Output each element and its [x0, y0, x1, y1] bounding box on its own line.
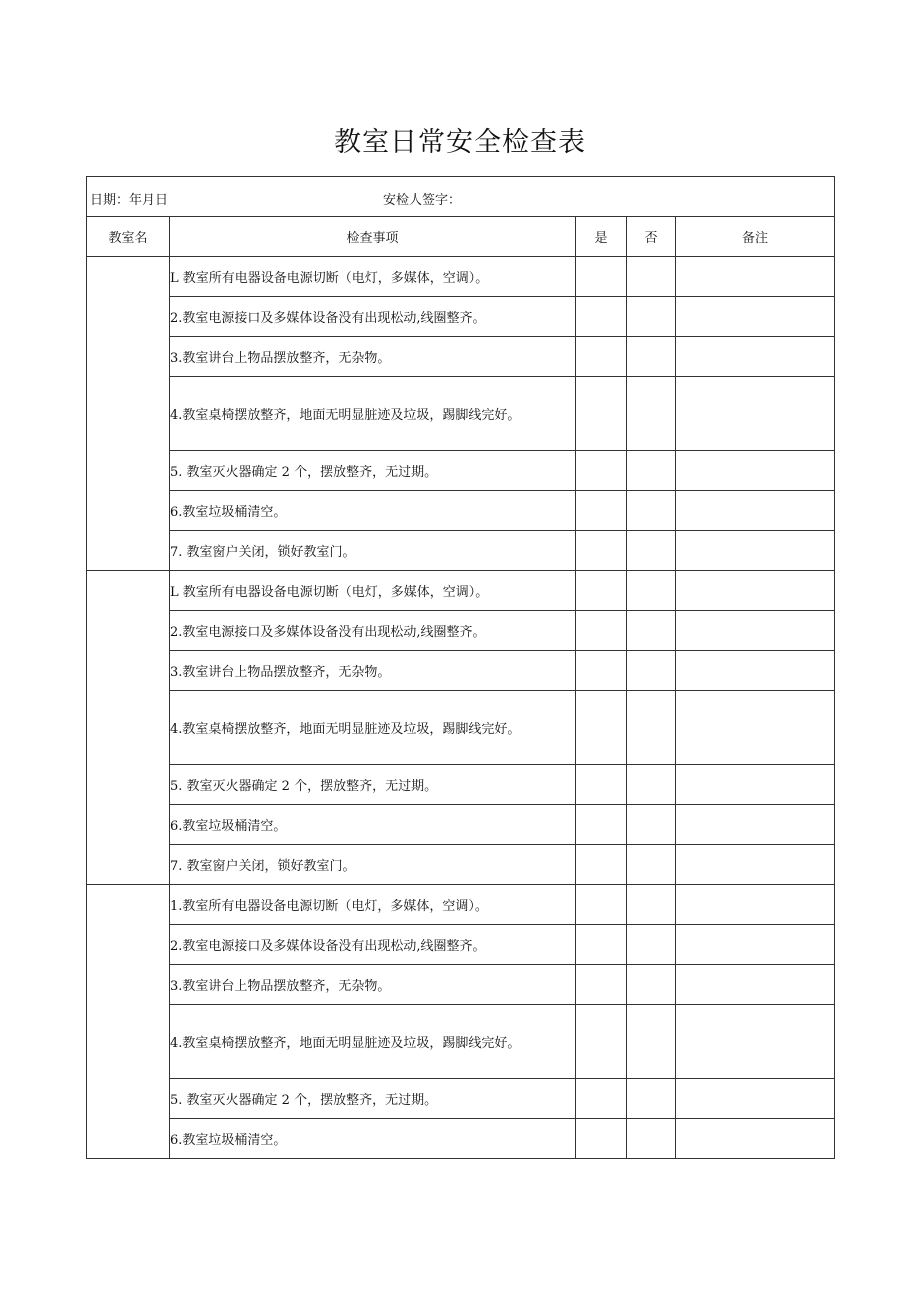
yes-checkbox-cell[interactable] — [576, 451, 627, 491]
table-row — [87, 965, 835, 1005]
header-yes: 是 — [576, 217, 627, 257]
room-name-cell[interactable] — [87, 257, 170, 571]
check-item-text: L 教室所有电器设备电源切断（电灯，多媒体，空调）。 — [170, 257, 576, 297]
notes-cell[interactable] — [676, 297, 835, 337]
check-item-text: L 教室所有电器设备电源切断（电灯，多媒体，空调）。 — [170, 571, 576, 611]
inspector-signature-label: 安检人签字： — [383, 193, 462, 208]
table-row — [87, 691, 835, 765]
no-checkbox-cell[interactable] — [627, 845, 676, 885]
notes-cell[interactable] — [676, 451, 835, 491]
yes-checkbox-cell[interactable] — [576, 1079, 627, 1119]
yes-checkbox-cell[interactable] — [576, 691, 627, 765]
info-cell — [87, 177, 835, 217]
table-row — [87, 571, 835, 611]
yes-checkbox-cell[interactable] — [576, 651, 627, 691]
check-item-text: 2.教室电源接口及多媒体设备没有出现松动,线圈整齐。 — [170, 297, 576, 337]
notes-cell[interactable] — [676, 845, 835, 885]
notes-cell[interactable] — [676, 691, 835, 765]
notes-cell[interactable] — [676, 1119, 835, 1159]
room-name-cell[interactable] — [87, 571, 170, 885]
table-row — [87, 297, 835, 337]
yes-checkbox-cell[interactable] — [576, 845, 627, 885]
table-row — [87, 1079, 835, 1119]
table-row — [87, 765, 835, 805]
yes-checkbox-cell[interactable] — [576, 1119, 627, 1159]
table-row — [87, 1005, 835, 1079]
notes-cell[interactable] — [676, 257, 835, 297]
check-item-text: 2.教室电源接口及多媒体设备没有出现松动,线圈整齐。 — [170, 925, 576, 965]
no-checkbox-cell[interactable] — [627, 805, 676, 845]
yes-checkbox-cell[interactable] — [576, 805, 627, 845]
table-row — [87, 845, 835, 885]
notes-cell[interactable] — [676, 377, 835, 451]
table-row — [87, 885, 835, 925]
check-item-text: 6.教室垃圾桶清空。 — [170, 491, 576, 531]
no-checkbox-cell[interactable] — [627, 1119, 676, 1159]
no-checkbox-cell[interactable] — [627, 691, 676, 765]
yes-checkbox-cell[interactable] — [576, 531, 627, 571]
notes-cell[interactable] — [676, 1005, 835, 1079]
page-title: 教室日常安全检查表 — [334, 127, 586, 158]
table-row — [87, 925, 835, 965]
table-row — [87, 451, 835, 491]
table-row — [87, 805, 835, 845]
check-item-text: 3.教室讲台上物品摆放整齐，无杂物。 — [170, 337, 576, 377]
no-checkbox-cell[interactable] — [627, 1079, 676, 1119]
no-checkbox-cell[interactable] — [627, 297, 676, 337]
check-item-text: 5. 教室灭火器确定 2 个，摆放整齐，无过期。 — [170, 765, 576, 805]
check-item-text: 4.教室桌椅摆放整齐，地面无明显脏迹及垃圾，踢脚线完好。 — [170, 691, 576, 765]
yes-checkbox-cell[interactable] — [576, 337, 627, 377]
no-checkbox-cell[interactable] — [627, 451, 676, 491]
table-row — [87, 651, 835, 691]
notes-cell[interactable] — [676, 885, 835, 925]
yes-checkbox-cell[interactable] — [576, 925, 627, 965]
notes-cell[interactable] — [676, 965, 835, 1005]
table-row — [87, 257, 835, 297]
check-item-text: 6.教室垃圾桶清空。 — [170, 1119, 576, 1159]
header-room-name: 教室名 — [87, 217, 170, 257]
no-checkbox-cell[interactable] — [627, 611, 676, 651]
table-row — [87, 337, 835, 377]
no-checkbox-cell[interactable] — [627, 491, 676, 531]
header-row — [87, 217, 835, 257]
no-checkbox-cell[interactable] — [627, 1005, 676, 1079]
notes-cell[interactable] — [676, 611, 835, 651]
yes-checkbox-cell[interactable] — [576, 571, 627, 611]
yes-checkbox-cell[interactable] — [576, 491, 627, 531]
yes-checkbox-cell[interactable] — [576, 885, 627, 925]
check-item-text: 5. 教室灭火器确定 2 个，摆放整齐，无过期。 — [170, 1079, 576, 1119]
check-item-text: 3.教室讲台上物品摆放整齐，无杂物。 — [170, 651, 576, 691]
yes-checkbox-cell[interactable] — [576, 297, 627, 337]
no-checkbox-cell[interactable] — [627, 377, 676, 451]
header-no: 否 — [627, 217, 676, 257]
notes-cell[interactable] — [676, 531, 835, 571]
no-checkbox-cell[interactable] — [627, 925, 676, 965]
no-checkbox-cell[interactable] — [627, 337, 676, 377]
table-row — [87, 1119, 835, 1159]
yes-checkbox-cell[interactable] — [576, 965, 627, 1005]
check-item-text: 2.教室电源接口及多媒体设备没有出现松动,线圈整齐。 — [170, 611, 576, 651]
yes-checkbox-cell[interactable] — [576, 611, 627, 651]
notes-cell[interactable] — [676, 1079, 835, 1119]
check-item-text: 1.教室所有电器设备电源切断（电灯，多媒体，空调）。 — [170, 885, 576, 925]
room-name-cell[interactable] — [87, 885, 170, 1159]
no-checkbox-cell[interactable] — [627, 531, 676, 571]
yes-checkbox-cell[interactable] — [576, 377, 627, 451]
yes-checkbox-cell[interactable] — [576, 257, 627, 297]
yes-checkbox-cell[interactable] — [576, 1005, 627, 1079]
check-item-text: 4.教室桌椅摆放整齐，地面无明显脏迹及垃圾，踢脚线完好。 — [170, 377, 576, 451]
table-row — [87, 377, 835, 451]
no-checkbox-cell[interactable] — [627, 651, 676, 691]
notes-cell[interactable] — [676, 925, 835, 965]
no-checkbox-cell[interactable] — [627, 257, 676, 297]
date-label: 日期：年月日 — [90, 193, 169, 208]
no-checkbox-cell[interactable] — [627, 885, 676, 925]
notes-cell[interactable] — [676, 491, 835, 531]
no-checkbox-cell[interactable] — [627, 571, 676, 611]
table-row — [87, 531, 835, 571]
no-checkbox-cell[interactable] — [627, 965, 676, 1005]
header-notes: 备注 — [676, 217, 835, 257]
yes-checkbox-cell[interactable] — [576, 765, 627, 805]
table-row — [87, 611, 835, 651]
no-checkbox-cell[interactable] — [627, 765, 676, 805]
check-item-text: 7. 教室窗户关闭，锁好教室门。 — [170, 531, 576, 571]
notes-cell[interactable] — [676, 805, 835, 845]
notes-cell[interactable] — [676, 651, 835, 691]
info-row — [87, 177, 835, 217]
table-row — [87, 491, 835, 531]
check-item-text: 4.教室桌椅摆放整齐，地面无明显脏迹及垃圾，踢脚线完好。 — [170, 1005, 576, 1079]
check-item-text: 6.教室垃圾桶清空。 — [170, 805, 576, 845]
header-check-item: 检查事项 — [170, 217, 576, 257]
notes-cell[interactable] — [676, 571, 835, 611]
check-item-text: 5. 教室灭火器确定 2 个，摆放整齐，无过期。 — [170, 451, 576, 491]
check-item-text: 3.教室讲台上物品摆放整齐，无杂物。 — [170, 965, 576, 1005]
notes-cell[interactable] — [676, 765, 835, 805]
notes-cell[interactable] — [676, 337, 835, 377]
inspection-table — [86, 176, 835, 1159]
check-item-text: 7. 教室窗户关闭，锁好教室门。 — [170, 845, 576, 885]
